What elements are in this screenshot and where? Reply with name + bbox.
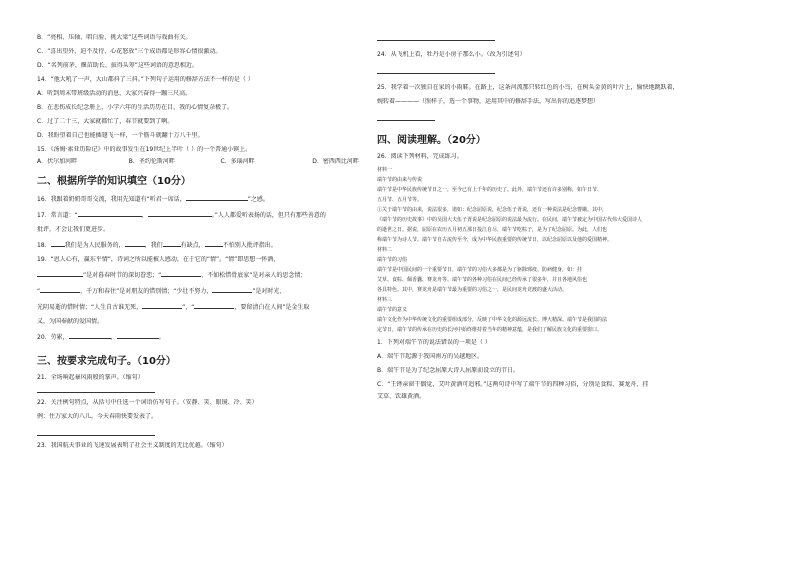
q18-blank-1[interactable] [51, 240, 65, 247]
q16: 16．我跟着奶奶哥哥交流，我用先知道有“听君一席话， ”之感。 [37, 196, 269, 203]
material-3-line: 端午文化作为中华传统文化的重要组成部分，反映了中华文化的源远流长、博大精深。端午节是我国的法 [377, 317, 608, 323]
material-1-label: 材料一 [377, 167, 393, 173]
q18: 18． 我们是为人民服务的， ，我们 有缺点， 不怕别人批评指出。 [37, 242, 277, 249]
q14-option-c: C．过了二十三，大家就都忙了，春节就要到了啊。 [37, 118, 174, 125]
material-2-line: 艾草、食粽、佩香囊、赛龙舟等。端午节的各种习俗在民间已经传承了很多年，并且各地风俗也 [377, 277, 588, 283]
q14-option-d: D．我盼望着自己也能插翅飞一样，一个筋斗就翻十万八千里。 [37, 132, 204, 139]
material-1-line: 《端午节的历史故事》中的吴国大夫伍子胥说是纪念屈原的说法最为流行。在民间，端午节被定为中国古代伟大爱国诗人 [377, 217, 643, 223]
q19-line1: 19．“恩人心有，赢东平情”，诗词之所以能被人感动，在于它的“情”。“情”即思想一怀酒， [37, 256, 280, 263]
q17-blank-1[interactable] [78, 210, 142, 217]
material-2-line: 端午节是中国民间的一个重要节日，端午节的习俗大多都是为了驱除邪疫、防病健身，如：挂 [377, 267, 583, 273]
q13-option-c: C．“喜出望外、迫不及待、心花怒放”三个成语都是形容心情很激动。 [37, 48, 222, 55]
q17-blank-2[interactable] [148, 210, 212, 217]
q18-blank-4[interactable] [205, 240, 223, 247]
q24: 24．从飞机上看，牡丹是小房子那么小。（改为引述句） [377, 51, 526, 58]
q19-line5: 义，为国奉献的爱国情。 [37, 318, 104, 325]
q22-example: 例：住万家大的八儿，今天春雨快要发表了。 [37, 413, 158, 420]
material-1-line: 端午节是中华民族传统节日之一，至今已有上千年的历史了。此外，端午节还有许多别称，如午日节、 [377, 187, 603, 193]
material-1-line: 的逝世之日。据说，屈原在农历五月初五那日投江自尽，端午节吃粽子，是为了纪念屈原。为此，人们也 [377, 227, 608, 233]
q25-line1: 25．我学着一次独自在家的小雨鞋。在路上，这条河流那只转红色的小鸟，在树头金黄的叶片上，愉快地跳跃着， [377, 84, 679, 91]
material-1-line: 五月节、五月节等。 [377, 197, 423, 203]
q19-blank-5[interactable] [142, 302, 182, 309]
q18-blank-3[interactable] [163, 240, 181, 247]
material-3-line: 定节日，端午节的传承在历史的长河中始终维持着当年的精神意蕴，是我们了解民族文化的重要窗口。 [377, 327, 603, 333]
material-2-title: 端午节的习俗 [377, 257, 408, 263]
reading-q1-stem: 1．下列对端午节的说法错误的一项是（ ） [377, 339, 491, 346]
material-1-title: 端午节的由来与传说 [377, 177, 423, 183]
material-3-title: 端午节的意义 [377, 307, 408, 313]
section-2-title: 二、根据所学的知识填空（10分） [37, 176, 191, 187]
right-column [377, 34, 763, 401]
q15-options [37, 158, 392, 166]
material-1-line: ①关于端午节的由来，说法很多，诸如：纪念屈原说，纪念伍子胥说，还有一种说法是纪念曹娥。其中， [377, 207, 608, 213]
q19-line4: 光阴易逝的惜时情；“人生自古谁无死， ”，“ ，要留清白在人间”是金生取 [37, 304, 310, 311]
q21: 21．全场响起暴风雨般的掌声。（缩句） [37, 374, 144, 381]
q15-option-c: C．多瑙河畔 [220, 158, 255, 165]
q15-stem: 15．《汤姆·索亚历险记》中的故事发生在19世纪上半叶（ ）的一个普通小镇上。 [37, 146, 252, 153]
q19-blank-3[interactable] [40, 286, 80, 293]
q15-option-b: B．圣约伦斯河畔 [128, 158, 175, 165]
q16-blank[interactable] [186, 194, 248, 201]
material-2-label: 材料二 [377, 247, 393, 253]
q25-line2: 婉转着————（照样子，选一个事物，运用其中的修辞手法，写出你的追逐梦想） [377, 98, 600, 105]
reading-q1-option-a: A．端午节起源于我国南方的吴越地区。 [377, 353, 484, 360]
q19-line2: ”是对暮春时节的深切眷恋；“ ，不如松惜骨底家”是对亲人的思念情； [37, 270, 392, 280]
q26: 26．阅读下列材料，完成练习。 [377, 153, 463, 160]
reading-q1-option-c-cont: 艾草、饮雄黄酒。 [377, 393, 426, 400]
q20: 20．劳累， ， 。 [37, 334, 165, 341]
q19-line3: “ ，千万和春住”是对朋友的惜别情；“少壮不努力， ”是对时光、 [37, 288, 286, 295]
material-2-line: 各具特色。其中，赛龙舟是端午节最为重要的习俗之一，是民间龙舟竞渡的盛大活动。 [377, 287, 568, 293]
q17: 17．常言道：“ ， 。”人人都爱听表扬的话，但只有那些善意的 [37, 212, 326, 219]
q19-blank-6[interactable] [194, 302, 234, 309]
q14-option-a: A．听到周末带班级活动的消息，大家兴奋得一蹦三尺高。 [37, 90, 192, 97]
q20-blank-1[interactable] [69, 332, 111, 339]
q15-option-d: D．密西西比河畔 [312, 158, 359, 165]
q22: 22．关注例句特点，从括号中任选一个词语仿写句子。（安静、笑、眼镜、冷、笑） [37, 399, 258, 406]
q13-option-b: B．“亮相、压轴、唱白脸、挑大梁”这些词语与戏曲有关。 [37, 34, 192, 41]
q23: 23．我国航天事业的飞速发展表明了社会主义制度的无比优越。（缩句） [37, 442, 228, 449]
q19-blank-2[interactable] [161, 270, 201, 277]
left-column [37, 34, 392, 450]
q14-option-b: B．在悲伤成长纪念册上，小学六年的生活历历在目，我的心情复杂极了。 [37, 104, 234, 111]
q19-blank-4[interactable] [212, 286, 252, 293]
q17-line2: 批评，才会让我们更进步。 [37, 226, 110, 233]
section-3-title: 三、按要求完成句子。（10分） [37, 356, 176, 367]
q19-blank-1[interactable] [37, 270, 83, 277]
reading-q1-option-c: C．“王铎亲窗干偶觉，艾叶黄酒可追邪。”这两句诗中写了端午节的四种习俗，分别是食粽、赛龙舟、挂 [377, 381, 649, 388]
q20-blank-2[interactable] [117, 332, 159, 339]
q15-option-a: A．伏尔加河畔 [37, 158, 78, 165]
material-3-label: 材料三 [377, 297, 393, 303]
q14-stem: 14．“他大吼了一声，大山都抖了三抖。”下列句子运用的修辞方法不一样的是（ ） [37, 76, 254, 83]
q18-blank-2[interactable] [125, 240, 145, 247]
material-1-line: 称端午节为诗人节。端午节自古流传至今，成为中华民族重要的传统节日，以纪念屈原以及他的爱国精神。 [377, 237, 613, 243]
section-4-title: 四、阅读理解。（20分） [377, 135, 486, 146]
q13-option-d: D．“名列前茅、揠苗助长、拔得头筹”这些词语的意思相近。 [37, 62, 198, 69]
reading-q1-option-b: B．端午节是为了纪念屈原大诗人屈原而设立的节日。 [377, 367, 520, 374]
